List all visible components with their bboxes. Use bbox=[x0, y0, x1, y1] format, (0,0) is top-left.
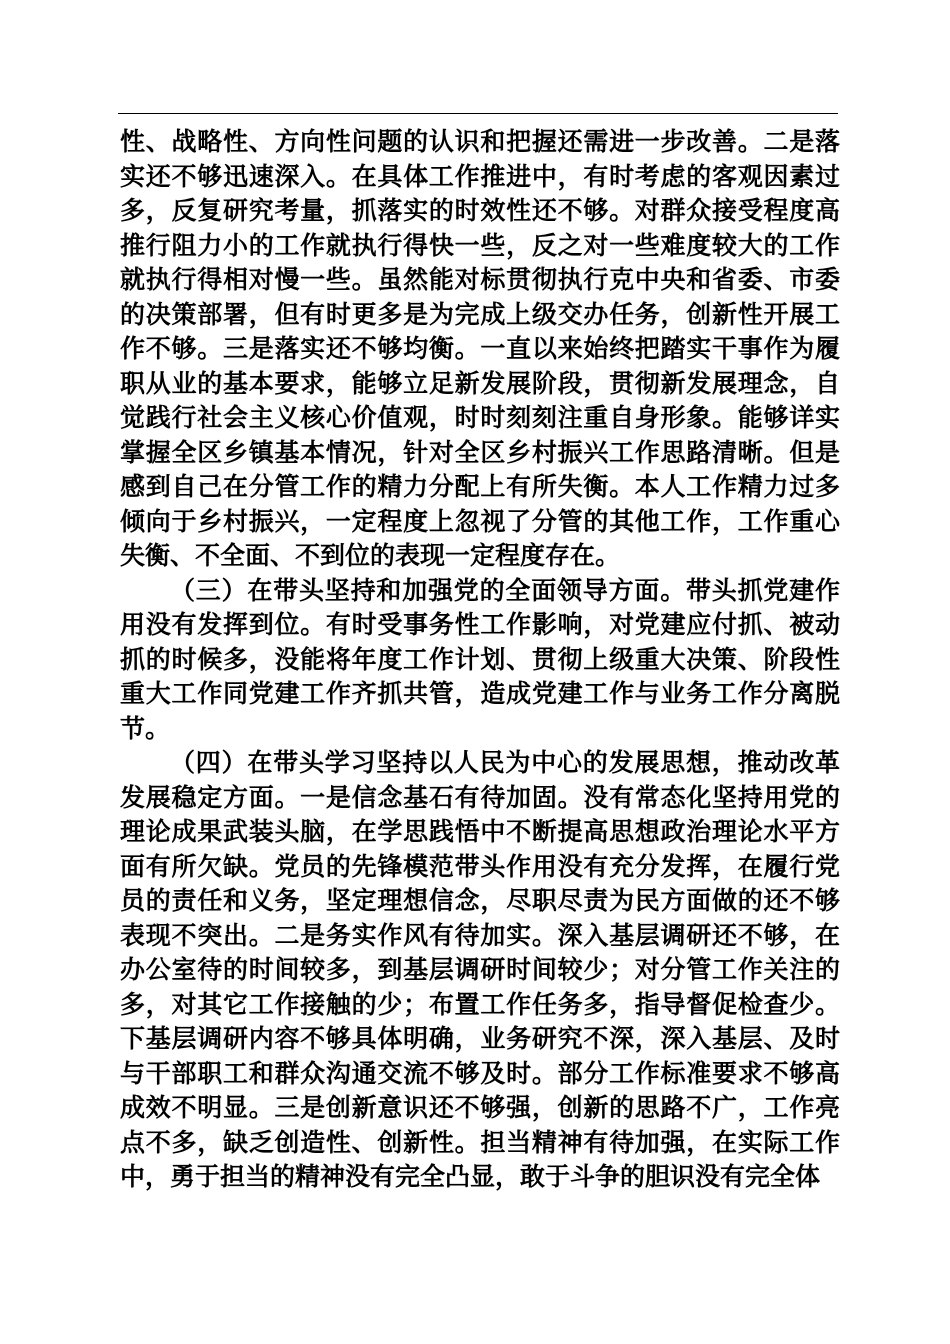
paragraph-continuation: 性、战略性、方向性问题的认识和把握还需进一步改善。二是落实还不够迅速深入。在具体工作推进中，有时考虑的客观因素过多，反复研究考量，抓落实的时效性还不够。对群众接受程度高推行阻力小的工作就执行得快一些，反之对一些难度较大的工作就执行得相对慢一些。虽然能对标贯彻执行克中央和省委、市委的决策部署，但有时更多是为完成上级交办任务，创新性开展工作不够。三是落实还不够均衡。一直以来始终把踏实干事作为履职从业的基本要求，能够立足新发展阶段，贯彻新发展理念，自觉践行社会主义核心价值观，时时刻刻注重自身形象。能够详实掌握全区乡镇基本情况，针对全区乡村振兴工作思路清晰。但是感到自己在分管工作的精力分配上有所失衡。本人工作精力过多倾向于乡村振兴，一定程度上忽视了分管的其他工作，工作重心失衡、不全面、不到位的表现一定程度存在。 bbox=[120, 127, 840, 570]
paragraph-section-4: （四）在带头学习坚持以人民为中心的发展思想，推动改革发展稳定方面。一是信念基石有待加固。没有常态化坚持用党的理论成果武装头脑，在学思践悟中不断提高思想政治理论水平方面有所欠缺。党员的先锋模范带头作用没有充分发挥，在履行党员的责任和义务，坚定理想信念，尽职尽责为民方面做的还不够表现不突出。二是务实作风有待加实。深入基层调研还不够，在办公室待的时间较多，到基层调研时间较少；对分管工作关注的多，对其它工作接触的少；布置工作任务多，指导督促检查少。下基层调研内容不够具体明确，业务研究不深，深入基层、及时与干部职工和群众沟通交流不够及时。部分工作标准要求不够高成效不明显。三是创新意识还不够强，创新的思路不广，工作亮点不多，缺乏创造性、创新性。担当精神有待加强，在实际工作中，勇于担当的精神没有完全凸显，敢于斗争的胆识没有完全体 bbox=[120, 748, 840, 1191]
header-rule bbox=[118, 113, 838, 114]
paragraph-section-3: （三）在带头坚持和加强党的全面领导方面。带头抓党建作用没有发挥到位。有时受事务性工作影响，对党建应付抓、被动抓的时候多，没能将年度工作计划、贯彻上级重大决策、阶段性重大工作同党建工作齐抓共管，造成党建工作与业务工作分离脱节。 bbox=[120, 575, 840, 743]
document-body bbox=[120, 125, 840, 1195]
